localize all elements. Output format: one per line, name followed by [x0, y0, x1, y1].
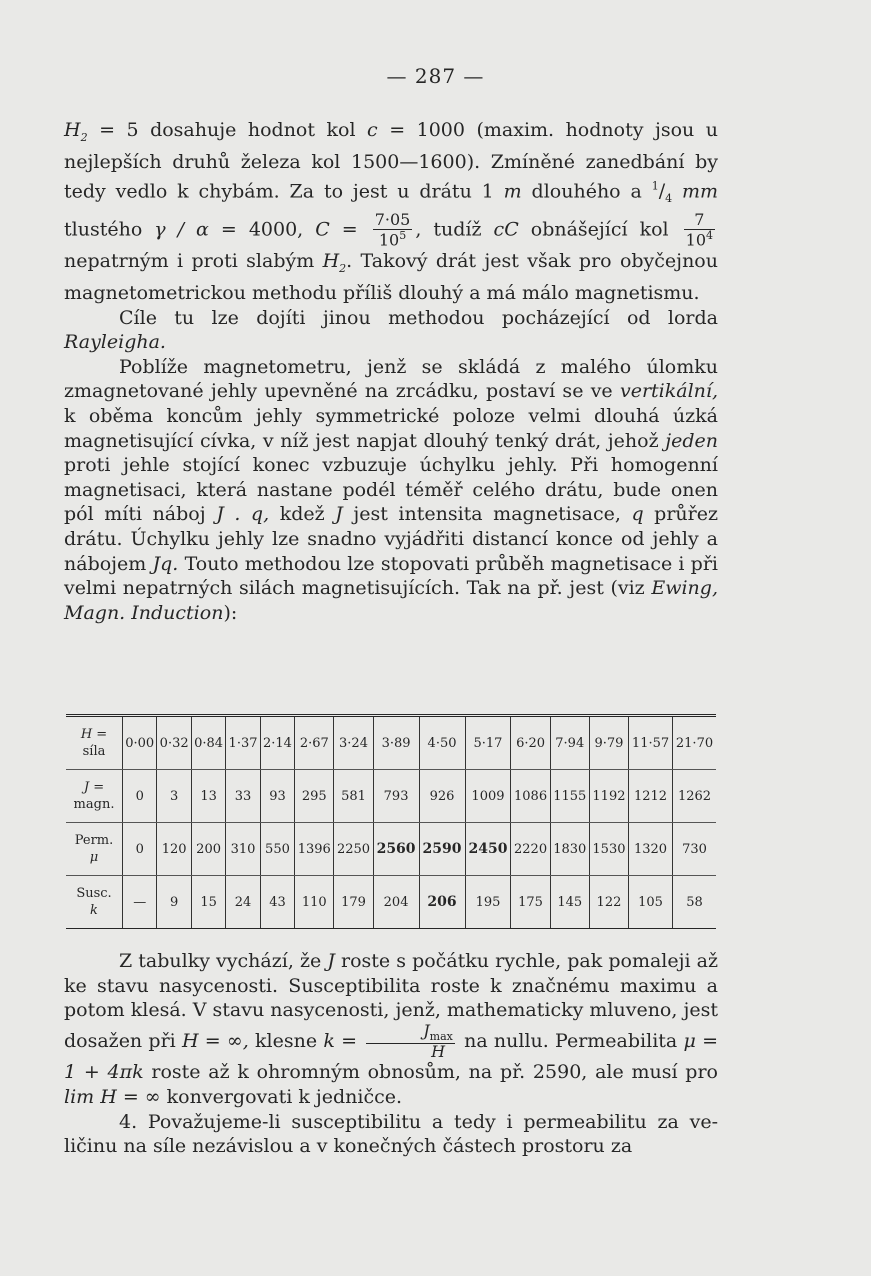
table-cell: 2·67 — [295, 716, 334, 770]
table-cell: 0 — [123, 770, 157, 823]
table-cell: 3·24 — [334, 716, 373, 770]
table-cell: 1830 — [550, 823, 589, 876]
paragraph-method: Poblíže magnetometru, jenž se skládá z malého úlomku zmagnetované jehly upevněné na zrcádku, postaví se ve vertikální, k oběma koncům jehly symmetrické poloze velmi dlouhá úzká magnetisující cívka, v níž jest napjat dlouhý tenký drát, jehož jeden proti jehle stojící konec vzbuzuje úchylku jehly. Při homogenní magnetisaci, která nastane podél téměř celého drátu, bude onen pól míti náboj J . q, kdež J jest intensita magnetisace, q průřez drátu. Úchylku jehly lze snadno vyjádřiti distancí konce od jehly a nábojem Jq. Touto methodou lze stopovati průběh magnetisace i při velmi nepatrných silách magnetisujících. Tak na př. jest (viz Ewing, Magn. Induction): — [64, 355, 719, 624]
table-cell: 2220 — [511, 823, 550, 876]
row-label: Perm. μ — [66, 823, 123, 876]
table-cell: 1155 — [550, 770, 589, 823]
table-cell: 550 — [260, 823, 294, 876]
row-label: H = síla — [66, 716, 123, 770]
table-cell: 122 — [589, 876, 628, 929]
table-cell: 2250 — [334, 823, 373, 876]
table-cell: 6·20 — [511, 716, 550, 770]
table-cell: 1262 — [673, 770, 717, 823]
fraction-Jmax-H: $\frac{J_{max}}{H}$ — [366, 1023, 455, 1061]
table-cell: 2·14 — [260, 716, 294, 770]
table-cell: 15 — [191, 876, 225, 929]
symbol-H: $H_2$ — [64, 119, 88, 144]
table-cell: 1396 — [295, 823, 334, 876]
table-cell: 0·84 — [191, 716, 225, 770]
table-cell: 3 — [157, 770, 191, 823]
table-cell: 21·70 — [673, 716, 717, 770]
table-cell: 33 — [226, 770, 260, 823]
table-cell: 926 — [419, 770, 465, 823]
table-cell: 0 — [123, 823, 157, 876]
table-cell: 1320 — [629, 823, 673, 876]
table-cell: 1·37 — [226, 716, 260, 770]
table-row — [66, 770, 716, 823]
table-cell: 195 — [465, 876, 511, 929]
table-cell: 204 — [373, 876, 419, 929]
fraction-quarter: $^1/_4$ — [651, 179, 673, 206]
paragraph-intro: $H_2 = 5$ dosahuje hodnot kol c = 1000 (maxim. hodnoty jsou u nejlepších druhů železa kol 1500—1600). Zmíněné zanedbání by tedy vedlo k chybám. Za to jest u drátu 1 m dlouhého a $^1/_4$ mm tlustého γ / α = 4000, C = $\frac{7\cdot 05}{10^5}$ , tudíž cC obnášející kol $\frac{7}{10^4}$ nepatrným i proti slabým $H_2$. Takový drát jest však pro obyčejnou magnetometrickou methodu příliš dlouhý a má málo magnetismu. Cíle tu lze dojíti jinou methodou pocházející od lorda Rayleigha. Poblíže magnetometru, jenž se skládá z malého úlomku zmagnetované jehly upevněné na zrcádku, postaví se ve vertikální, k oběma koncům jehly symmetrické poloze velmi dlouhá úzká magnetisující cívka, v níž jest napjat dlouhý tenký drát, jehož jeden proti jehle stojící konec vzbuzuje úchylku jehly. Při homogenní magnetisaci, která nastane podél téměř celého drátu, bude onen pól míti náboj J . q, kdež J jest intensita magnetisace, q průřez drátu. Úchylku jehly lze snadno vyjádřiti distancí konce od jehly a nábojem Jq. Touto methodou lze stopovati průběh magnetisace i při velmi nepatrných silách magnetisujících. Tak na př. jest (viz Ewing, Magn. Induction): — [64, 119, 719, 624]
table-cell: 0·00 — [123, 716, 157, 770]
table-cell: 9 — [157, 876, 191, 929]
table-cell: 93 — [260, 770, 294, 823]
table-cell: 4·50 — [419, 716, 465, 770]
table-cell: 13 — [191, 770, 225, 823]
symbol-H2: $H_2$ — [322, 249, 347, 275]
table-cell: 2590 — [419, 823, 465, 876]
paragraph-rayleigh: Cíle tu lze dojíti jinou methodou pocházející od lorda Rayleigha. — [64, 306, 718, 354]
table-row — [66, 823, 716, 876]
table-cell: 206 — [419, 876, 465, 929]
table-cell: 145 — [550, 876, 589, 929]
table-cell: 1212 — [629, 770, 673, 823]
row-label: J = magn. — [66, 770, 123, 823]
table-row — [66, 716, 716, 770]
table-cell: 1009 — [465, 770, 511, 823]
table-cell: 1086 — [511, 770, 550, 823]
paragraph-section-4: 4. Považujeme-li susceptibilitu a tedy i permeabilitu za veličinu na síle nezávislou a v konečných částech prostoru za — [64, 1110, 718, 1158]
table-cell: 5·17 — [465, 716, 511, 770]
table-cell: 3·89 — [373, 716, 419, 770]
magnetisation-table — [66, 714, 716, 929]
table-cell: 120 — [157, 823, 191, 876]
row-label: Susc. k — [66, 876, 123, 929]
table-cell: 7·94 — [550, 716, 589, 770]
table-cell: 110 — [295, 876, 334, 929]
table-cell: 0·32 — [157, 716, 191, 770]
table-cell: 43 — [260, 876, 294, 929]
paragraph-conclusion: Z tabulky vychází, že J roste s počátku rychle, pak pomaleji až ke stavu nasycenosti. Susceptibilita roste k značnému maximu a potom klesá. V stavu nasycenosti, jenž, mathematicky mluveno, jest dosažen při H = ∞, klesne k = $\frac{J_{max}}{H}$ na nullu. Permeabilita μ = 1 + 4πk roste až k ohromným obnosům, na př. 2590, ale musí pro lim H = ∞ konvergovati k jedničce. 4. Považujeme-li susceptibilitu a tedy i permeabilitu za veličinu na síle nezávislou a v konečných částech prostoru za — [64, 950, 719, 1158]
table-cell: 58 — [673, 876, 717, 929]
table-row — [66, 876, 716, 929]
fraction-7: $\frac{7}{10^4}$ — [685, 209, 714, 249]
table-cell: 179 — [334, 876, 373, 929]
table-cell: 175 — [511, 876, 550, 929]
table-cell: 105 — [629, 876, 673, 929]
table-cell: 1192 — [589, 770, 628, 823]
table-cell: 2560 — [373, 823, 419, 876]
page-number: — 287 — — [386, 64, 485, 88]
table-cell: 200 — [191, 823, 225, 876]
table-cell: 310 — [226, 823, 260, 876]
table-cell: 11·57 — [629, 716, 673, 770]
table-cell: 730 — [673, 823, 717, 876]
table-cell: 1530 — [589, 823, 628, 876]
fraction-7-05: $\frac{7\cdot 05}{10^5}$ — [374, 209, 411, 249]
table-cell: 24 — [226, 876, 260, 929]
table-cell: 2450 — [465, 823, 511, 876]
table-cell: — — [123, 876, 157, 929]
table-cell: 581 — [334, 770, 373, 823]
table-cell: 295 — [295, 770, 334, 823]
table-cell: 793 — [373, 770, 419, 823]
table-cell: 9·79 — [589, 716, 628, 770]
